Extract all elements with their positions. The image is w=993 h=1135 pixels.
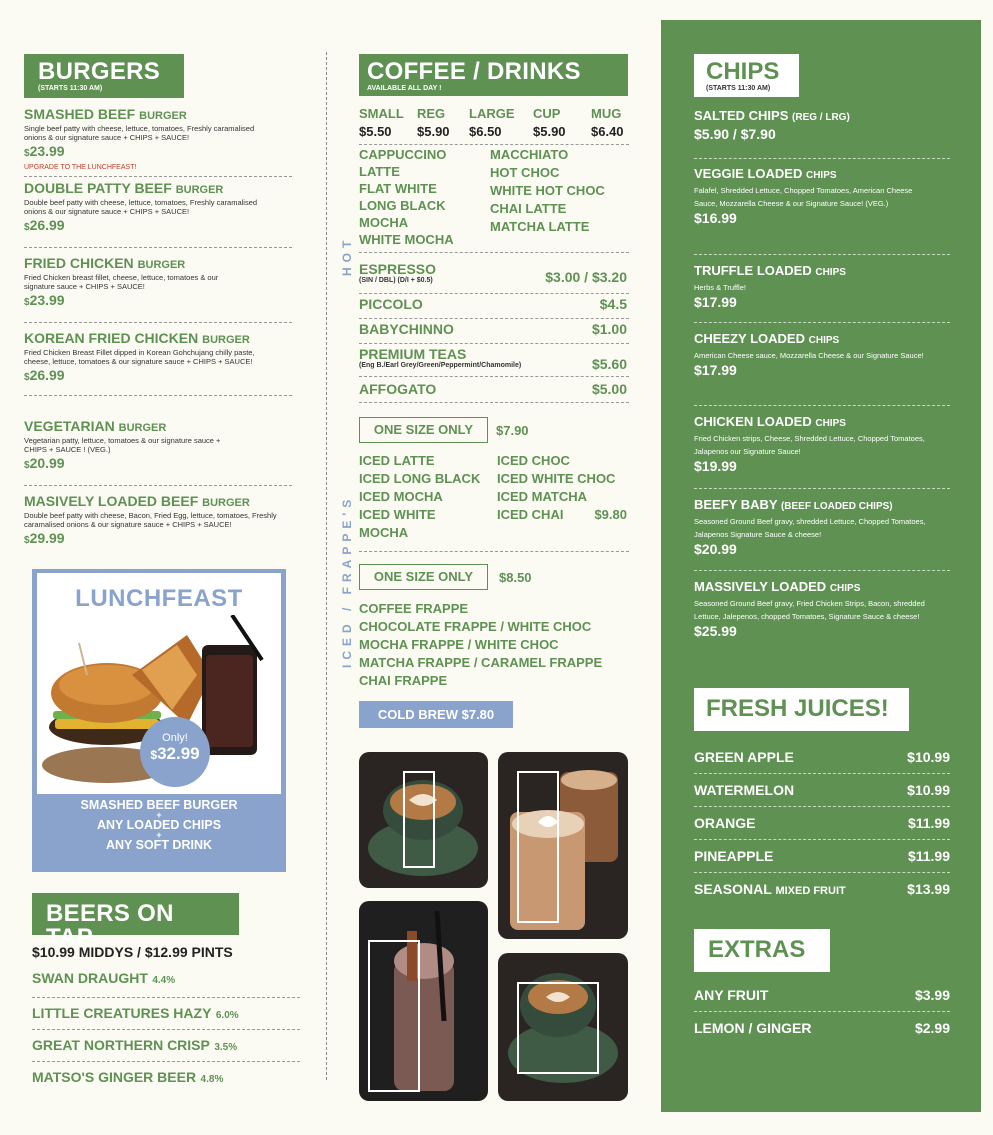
iced-drinks-left: ICED LATTE ICED LONG BLACK ICED MOCHA ICED WHITE MOCHA: [359, 453, 481, 540]
coffee-header: [359, 54, 628, 96]
juice-item: GREEN APPLE $10.99: [694, 741, 950, 774]
juices-list: [694, 741, 950, 905]
beer-item: GREAT NORTHERN CRISP 3.5%: [32, 1030, 300, 1062]
juice-item: ORANGE $11.99: [694, 807, 950, 840]
price-badge-only: Only!: [162, 732, 188, 744]
chips-item: MASSIVELY LOADED CHIPS Seasoned Ground Beef gravy, Fried Chicken Strips, Bacon, shredded Lettuce, Jalepenos, chopped Tomatoes, Signature Sauce & cheese! $25.99: [694, 579, 925, 639]
coffee-photo-2: [498, 752, 628, 939]
burger-list: [24, 106, 292, 565]
coffee-photo-1: [359, 752, 488, 888]
frappe-price: $8.50: [499, 570, 532, 585]
lunchfeast-image-area: [37, 573, 281, 794]
lunchfeast-title: LUNCHFEAST: [75, 585, 243, 612]
juice-item: WATERMELON $10.99: [694, 774, 950, 807]
hot-drinks-right: MACCHIATO HOT CHOC WHITE HOT CHOC CHAI LATTE MATCHA LATTE: [490, 147, 605, 234]
column-divider: [326, 52, 327, 1080]
extra-item: LEMON / GINGER $2.99: [694, 1020, 950, 1036]
beer-item: MATSO'S GINGER BEER 4.8%: [32, 1069, 224, 1085]
price-badge-price: $32.99: [150, 744, 200, 763]
iced-drinks-right: ICED CHOC ICED WHITE CHOC ICED MATCHA ICED CHAI $9.80: [497, 453, 627, 522]
beer-item: LITTLE CREATURES HAZY 6.0%: [32, 998, 300, 1030]
teas-row: PREMIUM TEAS (Eng B./Earl Grey/Green/Peppermint/Chamomile) $5.60: [359, 346, 627, 372]
upgrade-note: UPGRADE TO THE LUNCHFEAST!: [24, 164, 137, 171]
extras-header: [694, 929, 830, 972]
frappe-list: COFFEE FRAPPE CHOCOLATE FRAPPE / WHITE CHOC MOCHA FRAPPE / WHITE CHOC MATCHA FRAPPE / CARAMEL FRAPPE CHAI FRAPPE: [359, 601, 603, 688]
coffee-title: COFFEE / DRINKS: [367, 58, 581, 85]
burgers-subtitle: (STARTS 11:30 AM): [38, 85, 103, 92]
lunchfeast-contents: SMASHED BEEF BURGER + ANY LOADED CHIPS + ANY SOFT DRINK: [80, 798, 238, 852]
burger-item: MASIVELY LOADED BEEF BURGER Double beef patty with cheese, Bacon, Fried Egg, lettuce, tomatoes, Freshly caramalised onions & our signature sauce + CHIPS + SAUCE! $29.99: [24, 493, 277, 546]
hot-drinks-left: CAPPUCCINO LATTE FLAT WHITE LONG BLACK MOCHA WHITE MOCHA: [359, 147, 454, 247]
burgers-title: BURGERS: [38, 58, 161, 85]
chips-item: CHICKEN LOADED CHIPS Fried Chicken strips, Cheese, Shredded Lettuce, Chopped Tomatoes, Jalapenos our Signature Sauce! $19.99: [694, 406, 950, 489]
affogato-row: AFFOGATO $5.00: [359, 381, 627, 397]
piccolo-row: PICCOLO $4.5: [359, 296, 627, 312]
one-size-box-frappe: ONE SIZE ONLY: [359, 564, 488, 590]
espresso-row: ESPRESSO (SIN / DBL) (D/I + $0.5) $3.00 / $3.20: [359, 261, 627, 285]
coffee-photo-3: [359, 901, 488, 1101]
lunchfeast-panel: [32, 569, 286, 872]
burger-item: FRIED CHICKEN BURGER Fried Chicken breast fillet, cheese, lettuce, tomatoes & our signature sauce + CHIPS + SAUCE! $23.99: [24, 249, 292, 324]
burgers-header: [24, 54, 184, 98]
juice-item: SEASONAL MIXED FRUIT $13.99: [694, 881, 950, 897]
iced-label: ICED / FRAPPE'S: [340, 494, 354, 668]
juices-header: [694, 688, 909, 731]
coffee-photo-4: [498, 953, 628, 1101]
burger-price: $23.99: [24, 143, 65, 159]
price-badge: [140, 717, 210, 787]
beers-header: [32, 893, 239, 951]
one-size-box: ONE SIZE ONLY: [359, 417, 488, 443]
beer-item: SWAN DRAUGHT 4.4%: [32, 966, 300, 998]
burger-item: KOREAN FRIED CHICKEN BURGER Fried Chicken Breast Fillet dipped in Korean Gohchujang chilly paste, cheese, lettuce, tomatoes & our signature sauce + CHIPS + SAUCE! $26.99: [24, 324, 292, 410]
beer-list: [32, 966, 300, 1093]
extra-item: ANY FRUIT $3.99: [694, 979, 950, 1012]
juices-title: FRESH JUICES!: [706, 695, 889, 722]
chips-subtitle: (STARTS 11:30 AM): [706, 85, 771, 92]
extras-list: [694, 979, 950, 1044]
chips-item: VEGGIE LOADED CHIPS Falafel, Shredded Lettuce, Chopped Tomatoes, American Cheese Sauce, Mozzarella Cheese & our Signature Sauce! (VEG.) $16.99: [694, 159, 950, 255]
burger-item: SMASHED BEEF BURGER Single beef patty with cheese, lettuce, tomatoes, Freshly caramalised onions & our signature sauce + CHIPS + SAUCE! $23.99 UPGRADE TO THE LUNCHFEAST!: [24, 106, 292, 174]
babychinno-row: BABYCHINNO $1.00: [359, 321, 627, 337]
iced-price: $7.90: [496, 423, 529, 438]
hot-label: HOT: [340, 235, 354, 276]
chips-item: SALTED CHIPS (REG / LRG) $5.90 / $7.90: [694, 108, 950, 159]
size-table: SMALL REG LARGE CUP MUG $5.50 $5.90 $6.50 $5.90 $6.40: [359, 106, 624, 139]
chips-item: BEEFY BABY (BEEF LOADED CHIPS) Seasoned Ground Beef gravy, shredded Lettuce, Chopped Tomatoes, Jalapenos Signature Sauce & cheese! $20.99: [694, 489, 950, 571]
juice-item: PINEAPPLE $11.99: [694, 840, 950, 873]
chips-list: [694, 108, 950, 661]
extras-title: EXTRAS: [708, 936, 806, 963]
burger-item: VEGETARIAN BURGER Vegetarian patty, lettuce, tomatoes & our signature sauce + CHIPS + SAUCE ! (VEG.) $20.99: [24, 410, 292, 485]
beers-title: BEERS ON TAP: [46, 900, 174, 951]
beers-pricing: $10.99 MIDDYS / $12.99 PINTS: [32, 944, 233, 960]
burger-item: DOUBLE PATTY BEEF BURGER Double beef patty with cheese, lettuce, tomatoes, Freshly caramalised onions & our signature sauce + CHIPS + SAUCE! $26.99: [24, 174, 292, 249]
coffee-subtitle: AVAILABLE ALL DAY !: [367, 85, 442, 92]
chips-title: CHIPS: [706, 58, 780, 85]
cold-brew-badge: COLD BREW $7.80: [359, 701, 513, 728]
chips-item: TRUFFLE LOADED CHIPS Herbs & Truffle! $17.99: [694, 255, 950, 323]
chips-header: [694, 54, 799, 97]
chips-item: CHEEZY LOADED CHIPS American Cheese sauce, Mozzarella Cheese & our Signature Sauce! $17.99: [694, 323, 950, 406]
